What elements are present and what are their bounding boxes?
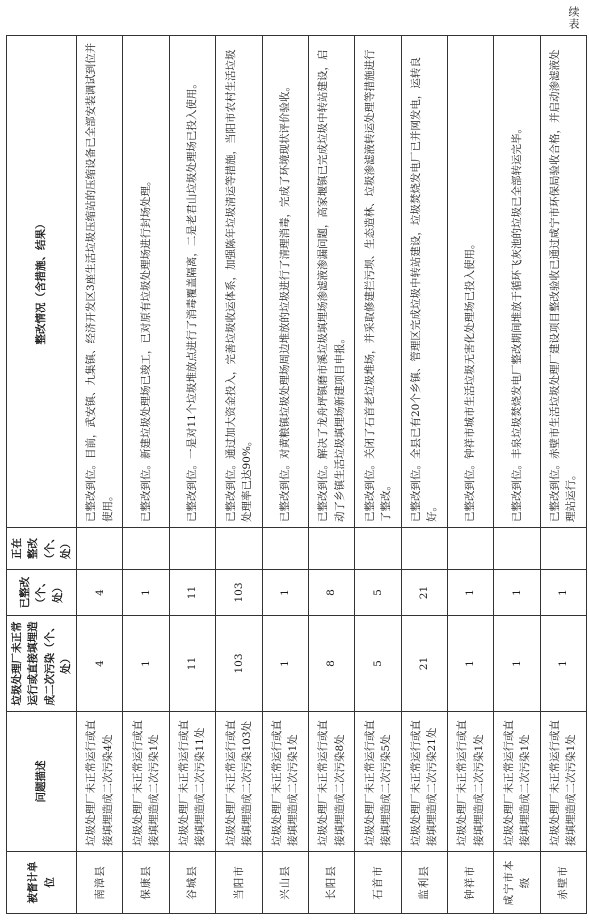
table-row	[401, 36, 447, 914]
table-row	[216, 36, 262, 914]
cell-result: 已整改到位。一是对11个垃圾堆放点进行了消毒覆盖隔离，二是老君山垃圾处理场已投入使用。	[169, 36, 215, 528]
table-row	[494, 36, 540, 914]
cell-total: 4	[77, 616, 123, 712]
cell-unit: 南漳县	[77, 852, 123, 914]
rotated-table-wrapper	[6, 36, 582, 914]
cell-total: 8	[308, 616, 354, 712]
cell-ongoing	[447, 528, 493, 570]
cell-total: 5	[355, 616, 401, 712]
continued-label: 续表	[567, 6, 580, 30]
cell-unit: 监利县	[401, 852, 447, 914]
cell-done: 8	[308, 570, 354, 616]
cell-total: 1	[262, 616, 308, 712]
cell-desc: 垃圾处理厂未正常运行或直接填埋造成二次污染11处	[169, 712, 215, 852]
cell-ongoing	[355, 528, 401, 570]
cell-total: 21	[401, 616, 447, 712]
table-body	[77, 36, 587, 914]
cell-desc: 垃圾处理厂未正常运行或直接填埋造成二次污染8处	[308, 712, 354, 852]
cell-result: 已整改到位。通过加大资金投入，完善垃圾收运体系，加强陈年垃圾清运等措施，当阳市农村生活垃圾处理率已达90%。	[216, 36, 262, 528]
cell-done: 4	[77, 570, 123, 616]
table-row	[540, 36, 586, 914]
cell-unit: 兴山县	[262, 852, 308, 914]
table-row	[308, 36, 354, 914]
cell-ongoing	[308, 528, 354, 570]
cell-desc: 垃圾处理厂未正常运行或直接填埋造成二次污染21处	[401, 712, 447, 852]
cell-total: 1	[494, 616, 540, 712]
cell-total: 1	[123, 616, 169, 712]
cell-total: 1	[540, 616, 586, 712]
header-unit: 被督计单位	[7, 852, 77, 914]
cell-done: 1	[262, 570, 308, 616]
cell-result: 已整改到位。解决了龙舟坪镇磨市溪垃圾填埋场渗滤液渗漏问题，高家堰镇已完成垃圾中转站建设，启动了乡镇生活垃圾填埋场新建项目申报。	[308, 36, 354, 528]
cell-unit: 当阳市	[216, 852, 262, 914]
cell-result: 已整改到位。新建垃圾处理场已竣工，已对原有垃圾处理场进行封场处理。	[123, 36, 169, 528]
header-done: 已整改（个、处）	[7, 570, 77, 616]
cell-done: 5	[355, 570, 401, 616]
cell-result: 已整改到位。全县已有20个乡镇、管理区完成垃圾中转站建设，垃圾焚烧发电厂已并网发电，运转良好。	[401, 36, 447, 528]
cell-unit: 钟祥市	[447, 852, 493, 914]
cell-desc: 垃圾处理厂未正常运行或直接填埋造成二次污染5处	[355, 712, 401, 852]
cell-desc: 垃圾处理厂未正常运行或直接填埋造成二次污染103处	[216, 712, 262, 852]
table-row	[262, 36, 308, 914]
table-row	[447, 36, 493, 914]
cell-result: 已整改到位。赤壁市生活垃圾处理厂建设项目整改验收已通过咸宁市环保局验收合格，并启动渗滤液处理站运行。	[540, 36, 586, 528]
cell-unit: 长阳县	[308, 852, 354, 914]
cell-total: 103	[216, 616, 262, 712]
cell-ongoing	[401, 528, 447, 570]
cell-ongoing	[540, 528, 586, 570]
cell-done: 11	[169, 570, 215, 616]
cell-result: 已整改到位。关闭了石首老垃圾堆场，并采取修建拦污坝、生态造林、垃圾渗滤液转运处理等措施进行了整改。	[355, 36, 401, 528]
rectification-table	[6, 35, 587, 914]
table-row	[77, 36, 123, 914]
cell-desc: 垃圾处理厂未正常运行或直接填埋造成二次污染1处	[540, 712, 586, 852]
cell-desc: 垃圾处理厂未正常运行或直接填埋造成二次污染1处	[262, 712, 308, 852]
table-row	[355, 36, 401, 914]
header-desc: 问题描述	[7, 712, 77, 852]
header-result: 整改情况（含措施、结果）	[7, 36, 77, 528]
cell-ongoing	[494, 528, 540, 570]
cell-unit: 赤壁市	[540, 852, 586, 914]
cell-desc: 垃圾处理厂未正常运行或直接填埋造成二次污染1处	[494, 712, 540, 852]
cell-result: 已整改到位。目前，武安镇、九集镇、经济开发区3座生活垃圾压缩站的压缩设备已全部安装调试到位并使用。	[77, 36, 123, 528]
cell-done: 1	[123, 570, 169, 616]
cell-unit: 石首市	[355, 852, 401, 914]
header-total: 垃圾处理厂未正常运行或直接填埋造成二次污染（个、处）	[7, 616, 77, 712]
cell-ongoing	[123, 528, 169, 570]
table-header	[7, 36, 77, 914]
cell-ongoing	[262, 528, 308, 570]
cell-done: 1	[540, 570, 586, 616]
cell-done: 1	[494, 570, 540, 616]
cell-desc: 垃圾处理厂未正常运行或直接填埋造成二次污染1处	[447, 712, 493, 852]
header-row	[7, 36, 77, 914]
cell-done: 103	[216, 570, 262, 616]
cell-total: 11	[169, 616, 215, 712]
cell-result: 已整改到位。丰泉垃圾焚烧发电厂整改期间堆放于循环飞灰池的垃圾已全部转运完毕。	[494, 36, 540, 528]
cell-done: 21	[401, 570, 447, 616]
cell-done: 1	[447, 570, 493, 616]
table-row	[169, 36, 215, 914]
cell-ongoing	[169, 528, 215, 570]
cell-total: 1	[447, 616, 493, 712]
cell-ongoing	[77, 528, 123, 570]
cell-desc: 垃圾处理厂未正常运行或直接填埋造成二次污染1处	[123, 712, 169, 852]
cell-unit: 咸宁市本级	[494, 852, 540, 914]
cell-result: 已整改到位。对黄粮镇垃圾处理场周边堆放的垃圾进行了清理消毒，完成了环境现状评价验收。	[262, 36, 308, 528]
cell-ongoing	[216, 528, 262, 570]
cell-unit: 谷城县	[169, 852, 215, 914]
table-row	[123, 36, 169, 914]
header-ongoing: 正在整改（个、处）	[7, 528, 77, 570]
cell-unit: 保康县	[123, 852, 169, 914]
cell-desc: 垃圾处理厂未正常运行或直接填埋造成二次污染4处	[77, 712, 123, 852]
cell-result: 已整改到位。钟祥市城市生活垃圾无害化处理场已投入使用。	[447, 36, 493, 528]
